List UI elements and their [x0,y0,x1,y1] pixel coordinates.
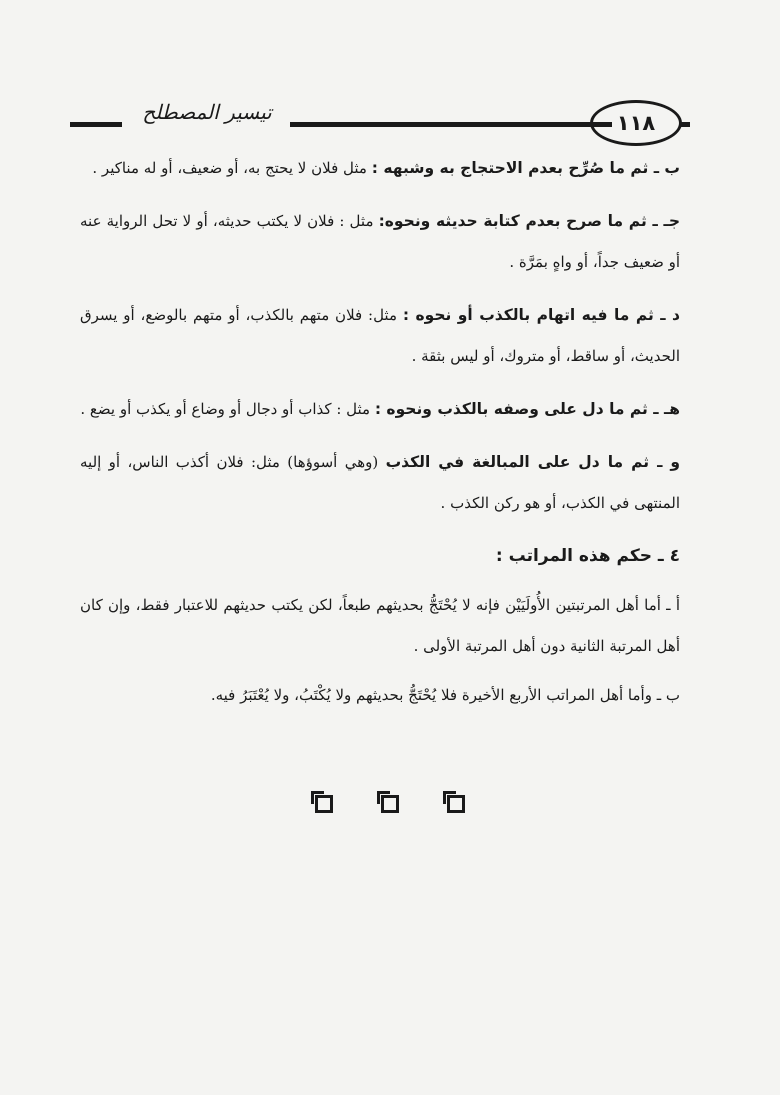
paragraph-ha [80,389,680,430]
running-title: تيسير المصطلح [142,100,272,124]
paragraph-text: (وهي أسوؤها) مثل: فلان أكذب الناس، أو إليه المنتهى في الكذب، أو هو ركن الكذب . [80,453,680,512]
header-rule-left [70,122,122,127]
page-header [70,96,690,156]
section-heading: ٤ ـ حكم هذه المراتب : [495,546,680,566]
paragraph-dal [80,295,680,377]
square-ornament-icon [315,795,333,813]
header-rule-right [680,122,690,127]
paragraph-lead: هـ ـ ثم ما دل على وصفه بالكذب ونحوه : [374,400,680,418]
closing-ornaments [0,795,780,813]
paragraph-text: مثل: فلان متهم بالكذب، أو متهم بالوضع، أو يسرق الحديث، أو ساقط، أو متروك، أو ليس بثقة . [80,306,680,365]
paragraph-lead: جـ ـ ثم ما صرح بعدم كتابة حديثه ونحوه: [378,212,680,230]
paragraph-lead: و ـ ثم ما دل على المبالغة في الكذب [385,453,680,471]
page-body [80,148,680,724]
square-ornament-icon [381,795,399,813]
paragraph-waw [80,442,680,524]
ruling-paragraph-a: أ ـ أما أهل المرتبتين الأُولَيَيْن فإنه لا يُحْتَجُّ بحديثهم طبعاً، لكن يكتب حديثهم للاعتبار فقط، وإن كان أهل المرتبة الثانية دون أهل المرتبة الأولى . [80,596,680,655]
paragraph-jeem [80,201,680,283]
header-rule-middle [290,122,612,127]
paragraph-text: مثل : فلان لا يكتب حديثه، أو لا تحل الرواية عنه أو ضعيف جداً، أو واهٍ بمَرَّة . [80,212,680,271]
paragraph-text: مثل : كذاب أو دجال أو وضاع أو يكذب أو يضع . [80,400,375,418]
ruling-paragraph-b: ب ـ وأما أهل المراتب الأربع الأخيرة فلا يُحْتَجُّ بحديثهم ولا يُكْتَبُ، ولا يُعْتَبَرُ فيه. [210,686,680,704]
page-number: ١١٨ [590,100,682,146]
square-ornament-icon [447,795,465,813]
paragraph-text: مثل فلان لا يحتج به، أو ضعيف، أو له مناكير . [92,159,372,177]
paragraph-lead: د ـ ثم ما فيه اتهام بالكذب أو نحوه : [402,306,680,324]
paragraph-b [80,148,680,189]
paragraph-lead: ب ـ ثم ما صُرِّح بعدم الاحتجاج به وشبهه : [371,159,680,177]
